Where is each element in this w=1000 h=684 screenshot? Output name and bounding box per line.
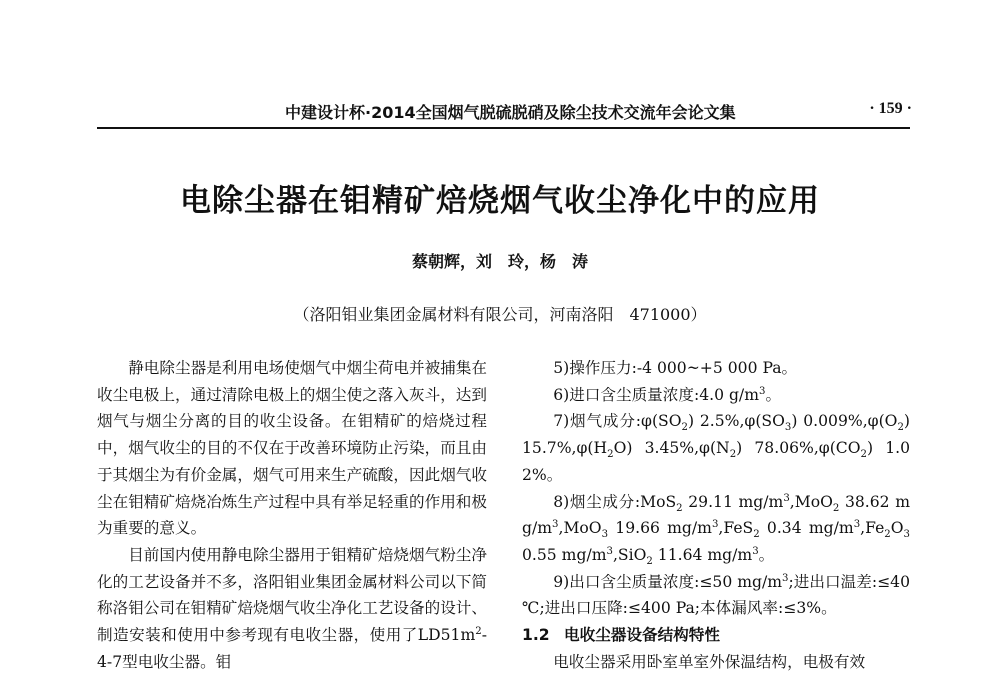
spec-item-dust-composition: 8)烟尘成分:MoS$_2$ 29.11 $mg/m^3,MoO_2$ 38.62 $mg/m^3,MoO_3$ 19.66 $mg/m^3,FeS_2$ 0.34 $mg/m^3,Fe_2O_3$ 0.55 $mg/m^3,SiO_2$ 11.64 $mg/m^3$。 [522, 492, 910, 568]
right-column [522, 355, 910, 675]
section-title: 电收尘器设备结构特性 [564, 626, 720, 645]
running-title: 中建设计杯·2014全国烟气脱硫脱硝及除尘技术交流年会论文集 [285, 103, 736, 122]
paragraph-structure: 电收尘器采用卧室单室外保温结构，电极有效 [553, 652, 866, 671]
paper-title: 电除尘器在钼精矿焙烧烟气收尘净化中的应用 [180, 183, 820, 219]
paragraph-domestic-use: 目前国内使用静电除尘器用于钼精矿焙烧烟气粉尘净化的工艺设备并不多，洛阳钼业集团金属材料公司以下简称洛钼公司在钼精矿焙烧烟气收尘净化工艺设备的设计、制造安装和使用中参考现有电收尘器，使用了$LD51m^2-4-7$型电收尘器。钼 [97, 545, 487, 671]
section-heading [522, 622, 910, 649]
section-number: 1.2 [522, 626, 550, 645]
affiliation: （洛阳钼业集团金属材料有限公司，河南洛阳 471000） [293, 305, 707, 324]
paragraph-intro: 静电除尘器是利用电场使烟气中烟尘荷电并被捕集在收尘电极上，通过清除电极上的烟尘使之落入灰斗，达到烟气与烟尘分离的目的收尘设备。在钼精矿的焙烧过程中，烟气收尘的目的不仅在于改善环境防止污染，而且由于其烟尘为有价金属，烟气可用来生产硫酸，因此烟气收尘在钼精矿焙烧冶炼生产过程中具有举足轻重的作用和极为重要的意义。 [97, 359, 487, 538]
spec-item-inlet-dust-concentration: 6)进口含尘质量浓度:4.0 $g/m^3$。 [553, 385, 782, 404]
spec-item-gas-composition: 7)烟气成分$:\varphi(SO_2)$ $2.5\%,\varphi(SO_3)$ $0.009\%,\varphi(O_2)$ $15.7\%,\varphi(H_2O)$ $3.45\%,\varphi(N_2)$ $78.06\%,\varphi(CO_2)$ 1.02%。 [522, 412, 911, 484]
left-column [97, 355, 487, 675]
header-rule [97, 127, 910, 129]
spec-item-outlet-requirements: 9)出口含尘质量浓度:≤50 $mg/m^3$;进出口温差:≤40 ℃;进出口压降:≤400 Pa;本体漏风率:≤3%。 [522, 572, 910, 618]
page-number: · 159 · [869, 100, 912, 117]
authors: 蔡朝辉，刘 玲，杨 涛 [411, 252, 588, 271]
spec-item-operating-pressure: 5)操作压力:-4 000~+5 000 Pa。 [553, 359, 798, 377]
